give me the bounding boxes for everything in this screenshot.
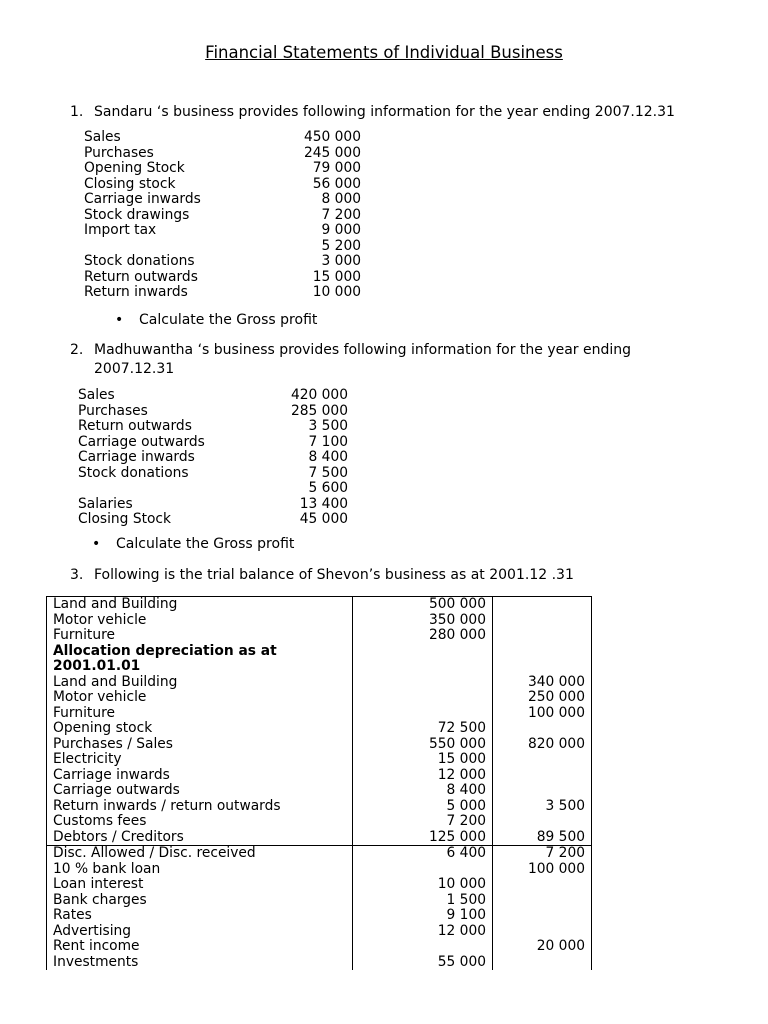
list-item [84, 239, 384, 255]
account-cell: Customs fees [47, 814, 353, 830]
credit-cell [493, 659, 592, 675]
debit-cell: 500 000 [353, 597, 493, 613]
item-label: Carriage inwards [84, 191, 201, 207]
item-label: Carriage inwards [78, 449, 195, 465]
question-text: Following is the trial balance of Shevon’s business as at 2001.12 .31 [94, 567, 574, 583]
item-value: 450 000 [303, 129, 361, 145]
table-row [47, 830, 592, 846]
item-value: 8 000 [321, 191, 361, 207]
credit-cell: 250 000 [493, 690, 592, 706]
account-cell: 10 % bank loan [47, 862, 353, 878]
list-item [84, 192, 384, 208]
item-value: 79 000 [312, 160, 361, 176]
credit-cell [493, 908, 592, 924]
question-3 [70, 566, 730, 584]
debit-cell [353, 675, 493, 691]
list-item [84, 177, 384, 193]
table-row [47, 799, 592, 815]
trial-balance-table [46, 596, 592, 970]
item-value: 10 000 [312, 284, 361, 300]
debit-cell: 550 000 [353, 737, 493, 753]
table-row [47, 877, 592, 893]
account-cell: Bank charges [47, 893, 353, 909]
item-value: 45 000 [299, 511, 348, 527]
credit-cell: 7 200 [493, 846, 592, 862]
item-value: 3 500 [308, 418, 348, 434]
list-item [84, 223, 384, 239]
list-item [84, 270, 384, 286]
credit-cell [493, 597, 592, 613]
item-label: Purchases [78, 402, 148, 419]
debit-cell: 12 000 [353, 768, 493, 784]
account-cell: Carriage outwards [47, 783, 353, 799]
question-2 [70, 341, 730, 377]
debit-cell: 15 000 [353, 752, 493, 768]
debit-cell: 280 000 [353, 628, 493, 644]
item-value: 7 500 [308, 464, 348, 481]
credit-cell [493, 768, 592, 784]
item-value: 5 200 [321, 237, 361, 254]
list-item [78, 481, 378, 497]
list-item [78, 404, 378, 420]
table-row [47, 628, 592, 644]
credit-cell: 89 500 [493, 830, 592, 846]
account-cell: Opening stock [47, 721, 353, 737]
table-row [47, 862, 592, 878]
item-value: 15 000 [312, 268, 361, 285]
table-row [47, 814, 592, 830]
table-row [47, 690, 592, 706]
table-row [47, 924, 592, 940]
debit-cell: 9 100 [353, 908, 493, 924]
debit-cell: 72 500 [353, 721, 493, 737]
item-label: Salaries [78, 495, 133, 512]
table-row [47, 955, 592, 971]
item-value: 5 600 [308, 480, 348, 496]
item-label: Return outwards [78, 418, 192, 434]
item-label: Purchases [84, 144, 154, 161]
account-cell: Debtors / Creditors [47, 830, 353, 846]
account-cell: 2001.01.01 [47, 659, 353, 675]
debit-cell: 55 000 [353, 955, 493, 971]
table-row [47, 846, 592, 862]
account-cell: Electricity [47, 752, 353, 768]
item-label: Return outwards [84, 268, 198, 285]
item-label: Carriage outwards [78, 433, 205, 450]
item-label: Closing Stock [78, 511, 172, 527]
account-cell: Land and Building [47, 597, 353, 613]
debit-cell [353, 939, 493, 955]
list-item [84, 285, 384, 301]
item-label: Stock donations [78, 464, 189, 481]
account-cell: Advertising [47, 924, 353, 940]
item-value: 7 100 [308, 433, 348, 450]
list-item [78, 450, 378, 466]
credit-cell [493, 752, 592, 768]
account-cell: Purchases / Sales [47, 737, 353, 753]
debit-cell: 1 500 [353, 893, 493, 909]
table-row [47, 613, 592, 629]
page-title: Financial Statements of Individual Business [205, 43, 563, 62]
question-number: 3. [70, 567, 84, 583]
item-label: Return inwards [84, 284, 188, 300]
account-cell: Carriage inwards [47, 768, 353, 784]
item-value: 3 000 [321, 253, 361, 269]
table-row [47, 706, 592, 722]
list-item [84, 254, 384, 270]
credit-cell [493, 644, 592, 660]
account-cell: Land and Building [47, 675, 353, 691]
item-value: 420 000 [290, 387, 348, 403]
debit-cell: 7 200 [353, 814, 493, 830]
q1-item-list [84, 130, 384, 301]
list-item [78, 435, 378, 451]
bullet-icon: • [115, 312, 124, 328]
question-number: 1. [70, 104, 84, 120]
account-cell: Rates [47, 908, 353, 924]
table-row [47, 597, 592, 613]
credit-cell [493, 613, 592, 629]
list-item [84, 130, 384, 146]
question-text: Sandaru ‘s business provides following information for the year ending 2007.12.31 [94, 104, 675, 120]
debit-cell: 10 000 [353, 877, 493, 893]
list-item [78, 497, 378, 513]
account-cell: Motor vehicle [47, 613, 353, 629]
credit-cell [493, 721, 592, 737]
account-cell: Rent income [47, 939, 353, 955]
list-item [78, 512, 378, 528]
table-row [47, 752, 592, 768]
table-row [47, 893, 592, 909]
table-row [47, 783, 592, 799]
table-row [47, 939, 592, 955]
debit-cell: 125 000 [353, 830, 493, 846]
instruction-text: Calculate the Gross profit [116, 536, 295, 552]
q2-instruction [92, 535, 392, 553]
table-row [47, 659, 592, 675]
item-value: 245 000 [303, 144, 361, 161]
list-item [78, 466, 378, 482]
debit-cell [353, 862, 493, 878]
q2-item-list [78, 388, 378, 528]
item-value: 8 400 [308, 449, 348, 465]
list-item [84, 146, 384, 162]
q1-instruction [115, 311, 415, 329]
table-row [47, 644, 592, 660]
table-row [47, 737, 592, 753]
debit-cell: 8 400 [353, 783, 493, 799]
item-value: 13 400 [299, 495, 348, 512]
account-cell: Furniture [47, 628, 353, 644]
account-cell: Return inwards / return outwards [47, 799, 353, 815]
account-cell: Allocation depreciation as at [47, 644, 353, 660]
debit-cell: 12 000 [353, 924, 493, 940]
debit-cell [353, 644, 493, 660]
debit-cell: 6 400 [353, 846, 493, 862]
credit-cell [493, 877, 592, 893]
bullet-icon: • [92, 536, 101, 552]
question-text-line-2: 2007.12.31 [94, 361, 175, 377]
credit-cell [493, 628, 592, 644]
question-number: 2. [70, 342, 84, 358]
credit-cell [493, 955, 592, 971]
credit-cell: 3 500 [493, 799, 592, 815]
list-item [78, 388, 378, 404]
table-row [47, 908, 592, 924]
credit-cell [493, 814, 592, 830]
account-cell: Disc. Allowed / Disc. received [47, 846, 353, 862]
debit-cell: 5 000 [353, 799, 493, 815]
credit-cell [493, 893, 592, 909]
debit-cell [353, 690, 493, 706]
credit-cell: 20 000 [493, 939, 592, 955]
item-label: Sales [78, 387, 115, 403]
item-value: 7 200 [321, 206, 361, 223]
item-label: Stock drawings [84, 206, 190, 223]
account-cell: Motor vehicle [47, 690, 353, 706]
credit-cell [493, 783, 592, 799]
credit-cell: 100 000 [493, 862, 592, 878]
item-value: 285 000 [290, 402, 348, 419]
credit-cell: 100 000 [493, 706, 592, 722]
debit-cell: 350 000 [353, 613, 493, 629]
debit-cell [353, 706, 493, 722]
item-label: Opening Stock [84, 160, 185, 176]
account-cell: Furniture [47, 706, 353, 722]
list-item [84, 161, 384, 177]
item-label: Import tax [84, 222, 157, 238]
table-row [47, 675, 592, 691]
account-cell: Investments [47, 955, 353, 971]
debit-cell [353, 659, 493, 675]
credit-cell: 340 000 [493, 675, 592, 691]
instruction-text: Calculate the Gross profit [139, 312, 318, 328]
question-1 [70, 103, 730, 121]
question-text-line-1: Madhuwantha ‘s business provides following information for the year ending [94, 342, 632, 358]
item-value: 9 000 [321, 222, 361, 238]
item-value: 56 000 [312, 175, 361, 192]
item-label: Stock donations [84, 253, 195, 269]
table-row [47, 721, 592, 737]
list-item [84, 208, 384, 224]
table-row [47, 768, 592, 784]
account-cell: Loan interest [47, 877, 353, 893]
item-label: Sales [84, 129, 121, 145]
credit-cell [493, 924, 592, 940]
item-label: Closing stock [84, 175, 176, 192]
list-item [78, 419, 378, 435]
credit-cell: 820 000 [493, 737, 592, 753]
